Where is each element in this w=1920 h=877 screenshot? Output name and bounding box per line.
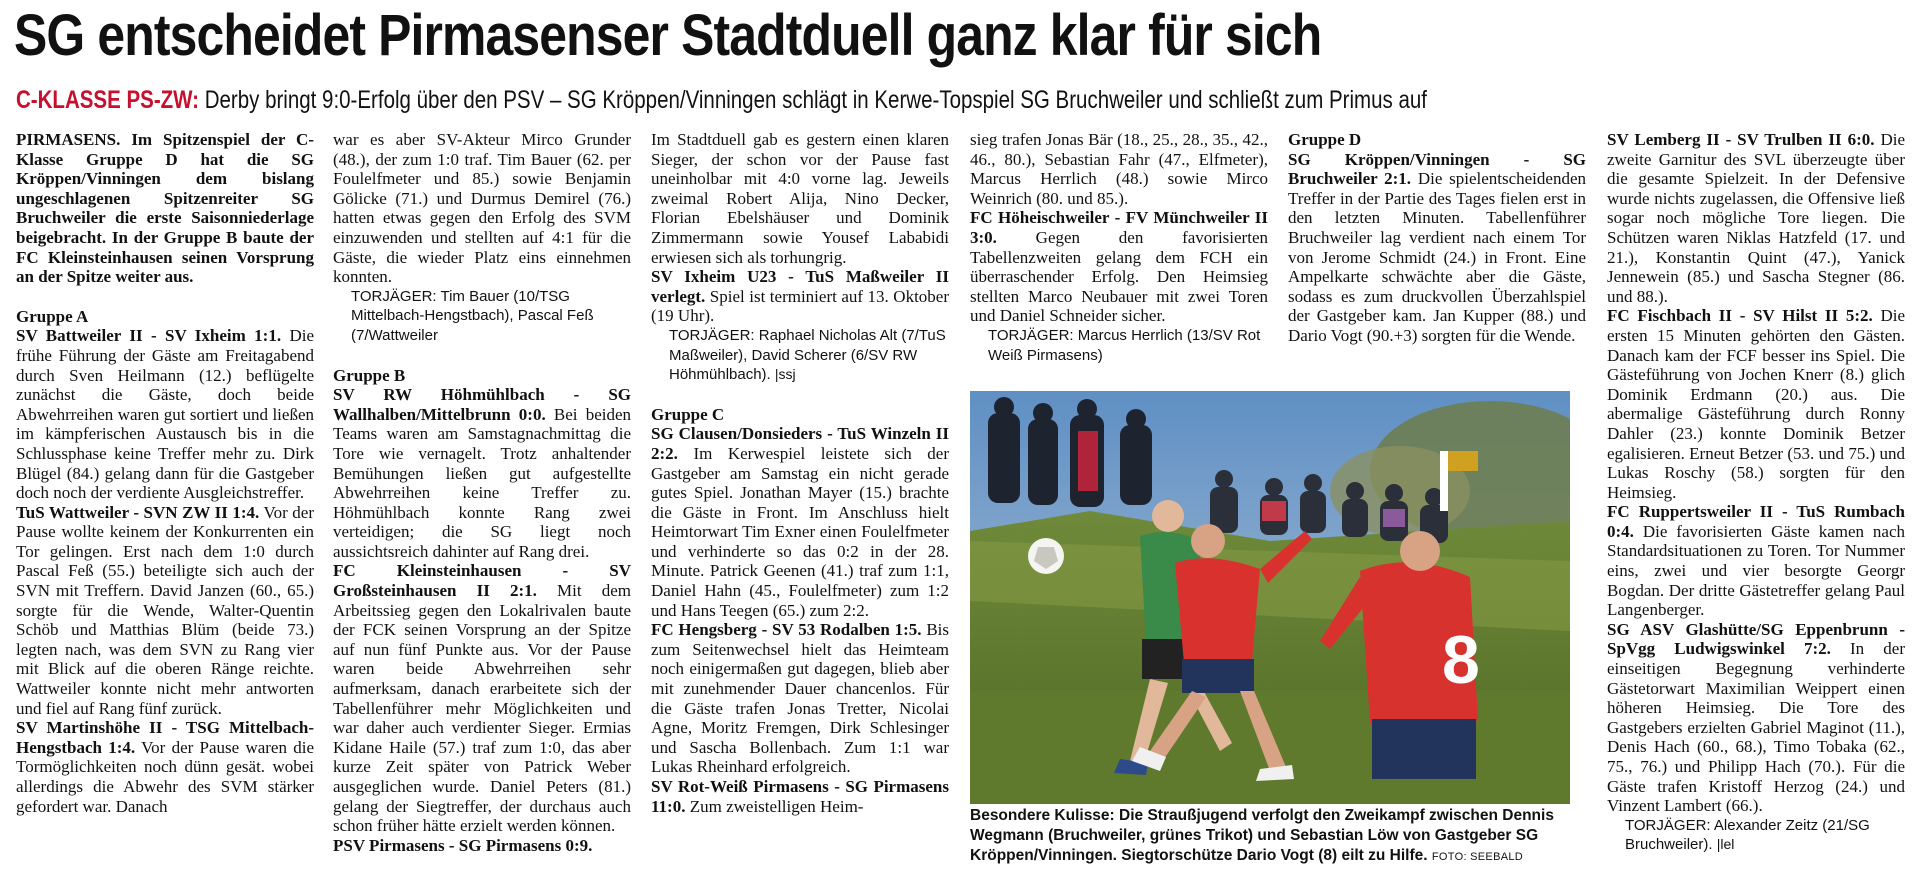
match-heading: FC Fischbach II - SV Hilst II 5:2. (1607, 306, 1873, 326)
match-text: Die ersten 15 Minuten gehörten den Gästen. Danach kam der FCF besser ins Spiel. Die Gästeführung von Jochen Knerr (8.) glich Dominik Erdmann (20.) aus. Die abermalige Gästeführung durch Ronny Dahler (23.) konnte Dominik Betzer egalisieren. Erneut Betzer (53. und 75.) und Lukas Roschy (58.) sorgten für den Heimsieg. (1607, 306, 1906, 502)
group-heading: Gruppe B (333, 365, 406, 385)
headline: SG entscheidet Pirmasenser Stadtduell ganz klar für sich (14, 3, 1322, 68)
match-report (333, 561, 631, 835)
match-text: Im Kerwespiel leistete sich der Gastgeber am Samstag ein nicht gerade gutes Spiel. Jonathan Mayer (15.) brachte die Gäste in Front. Im Anschluss hielt Heimtorwart Tim Exner einen Foulelfmeter und verhinderte so das 0:2 in der 28. Minute. Patrick Geenen (41.) traf zum 1:1, Daniel Hahn (45., Foulelfmeter) zum 1:2 und Hans Teegen (65.) zum 2:2. (651, 443, 949, 620)
group-heading: Gruppe D (1288, 130, 1362, 149)
match-text: Gegen den favorisierten Tabellenzweiten gelang dem FCH ein überraschender Erfolg. Den Heimsieg stellten Marco Neubauer mit zwei Toren und Daniel Schneider sicher. (970, 227, 1268, 326)
match-heading: SG Kröppen/Vinningen - SG Bruchweiler 2:1. (1288, 149, 1586, 189)
match-heading: PSV Pirmasens - SG Pirmasens 0:9. (333, 835, 593, 855)
match-report (1607, 130, 1905, 306)
match-text: Vor der Pause waren die Tormöglichkeiten noch dünn gesät. wobei allerdings die Abwehr des SVM stärker gefordert war. Danach (16, 737, 314, 816)
top-scorers: TORJÄGER: Tim Bauer (10/TSG Mittelbach-Hengstbach), Pascal Feß (7/Wattweiler (351, 287, 594, 344)
match-heading: SV Rot-Weiß Pirmasens - SG Pirmasens 11:0. (651, 777, 949, 816)
match-heading: FC Höheischweiler - FV Münchweiler II 3:0. (970, 208, 1268, 247)
match-text: Vor der Pause wollte keinem der Konkurrenten ein Tor gelingen. Erst nach dem 1:0 durch Pascal Feß (55.) beteiligte sich auch der SVN mit Treffern. David Janzen (60., 65.) sorgte für die Wende, Walter-Quentin Schöb und Matthias Blüm (beide 73.) legten nach, was dem SVN zu Rang vier mit Blick auf die oberen Ränge reichte. Wattweiler konnte nicht mehr antworten und fiel auf Rang fünf zurück. (16, 502, 314, 718)
match-report (651, 424, 949, 620)
top-scorers (651, 326, 949, 385)
match-photo (970, 391, 1570, 804)
kicker: C-KLASSE PS-ZW: (16, 86, 199, 114)
match-text: Die spielentscheidenden Treffer in der Partie des Tages fielen erst in den letzten Minuten. Tabellenführer Bruchweiler lag verdient nach einem Tor von Jerome Schmidt (24.) in Front. Eine Ampelkarte schwächte aber die Gäste, sodass es zum druckvollen Überzahlspiel der Gastgeber kam. Jan Kupper (88.) und Dario Vogt (90.+3) sorgten für die Wende. (1288, 169, 1586, 345)
match-heading: FC Kleinsteinhausen - SV Großsteinhausen II 2:1. (333, 561, 631, 601)
match-report (651, 267, 949, 326)
subheadline (16, 84, 1738, 116)
match-heading: SG ASV Glashütte/SG Eppenbrunn - SpVgg Ludwigswinkel 7:2. (1607, 619, 1905, 659)
match-heading: SV Martinshöhe II - TSG Mittelbach-Hengstbach 1:4. (16, 718, 314, 757)
article-column-4 (970, 130, 1268, 365)
match-text: Die frühe Führung der Gäste am Freitagabend durch Sven Heilmann (12.) beflügelte zunächst die Gäste, doch beide Abwehrreihen waren gut sortiert und ließen im kämpferischen Austausch bis in die Schlussphase keine Treffer mehr zu. Dirk Blügel (84.) gelang dann für die Gastgeber doch noch der verdiente Ausgleichstreffer. (16, 326, 314, 503)
deck: Derby bringt 9:0-Erfolg über den PSV – SG Kröppen/Vinningen schlägt in Kerwe-Topspiel SG Bruchweiler und schließt zum Primus auf (204, 86, 1427, 114)
group-heading: Gruppe A (16, 306, 89, 326)
match-text: Die zweite Garnitur des SVL überzeugte über die gesamte Spielzeit. In der Defensive wurde nichts zugelassen, die Offensive ließ sogar noch mögliche Tore liegen. Die Schützen waren Niklas Hatzfeld (17. und 21.), Konstantin Quint (47.), Yanick Jennewein (85.) und Sascha Stegner (86. und 88.). (1607, 130, 1905, 306)
match-report (333, 385, 631, 561)
author-signature: |ssj (774, 366, 796, 383)
match-report (16, 718, 314, 816)
match-report (651, 777, 949, 816)
author-signature: |lel (1716, 836, 1735, 853)
group-heading: Gruppe C (651, 404, 725, 424)
match-text: In der einseitigen Begegnung verhinderte Gästetorwart Maximilian Weippert einen höheren Heimsieg. Die Tore des Gastgebers erzielten Gabriel Maginot (11.), Denis Hach (60., 68.), Timo Tobaka (62., 75., 76.) und Philipp Hach (70.). Für die Gäste trafen Kristoff Herzog (24.) und Vinzent Lambert (66.). (1607, 639, 1906, 816)
match-heading: SV Lemberg II - SV Trulben II 6:0. (1607, 130, 1875, 149)
paragraph: war es aber SV-Akteur Mirco Grunder (48.), der zum 1:0 traf. Tim Bauer (62. per Foulelfmeter und 85.) sowie Benjamin Gölicke (71.) und Durmus Demirel (76.) hatten etwas gegen den Erfolg des SVM einzuwenden und stellten auf 4:1 für die Gäste, die wieder Platz eins einnehmen konnten. (333, 130, 631, 287)
match-heading: FC Ruppertsweiler II - TuS Rumbach 0:4. (1607, 502, 1905, 541)
match-text: Zum zweistelligen Heim- (689, 796, 864, 816)
match-report (333, 836, 631, 856)
article-column-3 (651, 130, 949, 816)
article-column-2 (333, 130, 631, 855)
match-report (970, 208, 1268, 326)
photo-credit: FOTO: SEEBALD (1431, 851, 1524, 863)
match-report (1607, 306, 1905, 502)
match-heading: FC Hengsberg - SV 53 Rodalben 1:5. (651, 620, 922, 640)
top-scorers-text: TORJÄGER: Raphael Nicholas Alt (7/TuS Maßweiler), David Scherer (6/SV RW Höhmühlbach). (669, 326, 946, 384)
photo-caption (970, 806, 1570, 867)
match-heading: SG Clausen/Donsieders - TuS Winzeln II 2:2. (651, 424, 949, 463)
match-report (651, 620, 949, 777)
jersey-number: 8 (1442, 622, 1480, 698)
paragraph: sieg trafen Jonas Bär (18., 25., 28., 35., 42., 46., 80.), Sebastian Fahr (47., Elfmeter), Marcus Herrlich (48.) sowie Mirco Weinrich (80. und 85.). (970, 130, 1268, 208)
caption-text: Besondere Kulisse: Die Straußjugend verfolgt den Zweikampf zwischen Dennis Wegmann (Bruchweiler, grünes Trikot) und Sebastian Löw von Gastgeber SG Kröppen/Vinningen. Siegtorschütze Dario Vogt (8) eilt zu Hilfe. (970, 807, 1554, 864)
article-column-6 (1607, 130, 1905, 855)
article-column-5 (1288, 130, 1586, 346)
match-heading: SV Ixheim U23 - TuS Maßweiler II verlegt. (651, 267, 949, 306)
match-report (1607, 620, 1905, 816)
match-text: Spiel ist terminiert auf 13. Oktober (19 Uhr). (651, 286, 950, 326)
match-text: Bis zum Seitenwechsel hielt das Heimteam noch einigermaßen gut dagegen, blieb aber mit zunehmender Dauer chancenlos. Für die Gäste trafen Jonas Tretter, Nicolai Agne, Moritz Fremgen, Dirk Schlesinger und Sascha Bollenbach. Zum 1:1 war Lukas Rheinhard erfolgreich. (651, 620, 949, 777)
match-text: Bei beiden Teams waren am Samstagnachmittag die Tore wie vernagelt. Trotz anhaltender Bemühungen ließen gut aufgestellte Abwehrreihen keine Treffer zu. Höhmühlbach konnte Rang zwei verteidigen; die SG liegt noch aussichtsreich dahinter auf Rang drei. (333, 404, 632, 561)
paragraph: Im Stadtduell gab es gestern einen klaren Sieger, der schon vor der Pause fast uneinholbar mit 4:0 vorne lag. Jeweils zweimal Robert Alija, Nino Decker, Florian Ebelshäuser und Dominik Zimmermann sowie Yousef Lababidi erwiesen sich als torhungrig. (651, 130, 949, 267)
top-scorers: TORJÄGER: Marcus Herrlich (13/SV Rot Weiß Pirmasens) (988, 326, 1261, 364)
football-photo-illustration (970, 391, 1570, 804)
match-text: Die favorisierten Gäste kamen nach Standardsituationen zu Toren. Tor Nummer eins, zwei und vier besorgte Georgr Bogdan. Der dritte Gästetreffer gelang Paul Langenberger. (1607, 521, 1906, 620)
intro-paragraph: PIRMASENS. Im Spitzenspiel der C-Klasse Gruppe D hat die SG Kröppen/Vinningen dem bislang ungeschlagenen Spitzenreiter SG Bruchweiler die erste Saisonniederlage beigebracht. In der Gruppe B baute der FC Kleinsteinhausen seinen Vorsprung an der Spitze weiter aus. (16, 130, 314, 287)
match-heading: SV Battweiler II - SV Ixheim 1:1. (16, 326, 282, 346)
match-report (1607, 502, 1905, 620)
article-column-1 (16, 130, 314, 816)
match-text: Mit dem Arbeitssieg gegen den Lokalrivalen baute der FCK seinen Vorsprung an der Spitze auf nun fünf Punkte aus. Vor der Pause waren beide Abwehrreihen sehr aufmerksam, danach erarbeitete sich der Tabellenführer mehr Möglichkeiten und war daher auch verdienter Sieger. Ermias Kidane Haile (57.) traf zum 1:0, das aber kurze Zeit später von Patrick Weber ausgeglichen wurde. Daniel Peters (81.) gelang der Siegtreffer, der durchaus auch schon früher hätte erzielt werden können. (333, 581, 631, 836)
match-report (1288, 150, 1586, 346)
match-heading: TuS Wattweiler - SVN ZW II 1:4. (16, 502, 260, 522)
match-report (16, 326, 314, 502)
top-scorers-text: TORJÄGER: Alexander Zeitz (21/SG Bruchweiler). (1625, 816, 1870, 854)
top-scorers (1607, 816, 1905, 855)
match-report (16, 503, 314, 719)
match-heading: SV RW Höhmühlbach - SG Wallhalben/Mittelbrunn 0:0. (333, 385, 631, 424)
